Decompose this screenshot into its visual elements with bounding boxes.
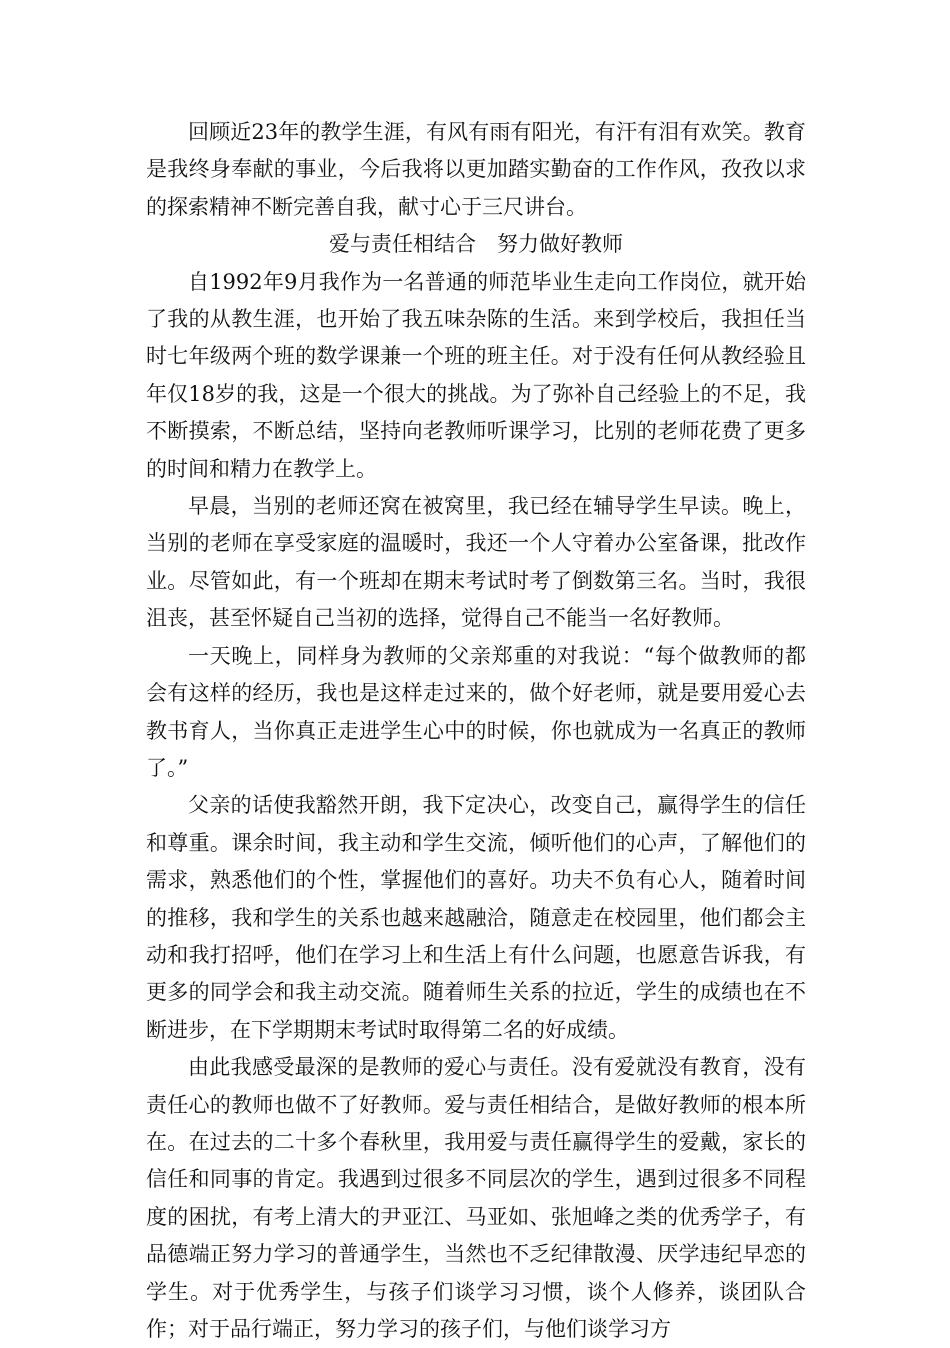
body-paragraph-4: 父亲的话使我豁然开朗，我下定决心，改变自己，赢得学生的信任和尊重。课余时间，我主动和学生交流，倾听他们的心声，了解他们的需求，熟悉他们的个性，掌握他们的喜好。功夫不负有心人，随着时间的推移，我和学生的关系也越来越融洽，随意走在校园里，他们都会主动和我打招呼，他们在学习上和生活上有什么问题，也愿意告诉我，有更多的同学会和我主动交流。随着师生关系的拉近，学生的成绩也在不断进步，在下学期期末考试时取得第二名的好成绩。 bbox=[146, 793, 806, 1042]
document-page bbox=[146, 114, 806, 1348]
intro-paragraph: 回顾近23年的教学生涯，有风有雨有阳光，有汗有泪有欢笑。教育是我终身奉献的事业，今后我将以更加踏实勤奋的工作作风，孜孜以求的探索精神不断完善自我，献寸心于三尺讲台。 bbox=[146, 120, 806, 219]
body-paragraph-1: 自1992年9月我作为一名普通的师范毕业生走向工作岗位，就开始了我的从教生涯，也开始了我五味杂陈的生活。来到学校后，我担任当时七年级两个班的数学课兼一个班的班主任。对于没有任何从教经验且年仅18岁的我，这是一个很大的挑战。为了弥补自己经验上的不足，我不断摸索，不断总结，坚持向老教师听课学习，比别的老师花费了更多的时间和精力在教学上。 bbox=[146, 269, 806, 481]
body-paragraph-2: 早晨，当别的老师还窝在被窝里，我已经在辅导学生早读。晚上，当别的老师在享受家庭的温暖时，我还一个人守着办公室备课，批改作业。尽管如此，有一个班却在期末考试时考了倒数第三名。当时，我很沮丧，甚至怀疑自己当初的选择，觉得自己不能当一名好教师。 bbox=[146, 494, 806, 631]
section-heading: 爱与责任相结合 努力做好教师 bbox=[329, 232, 623, 257]
body-paragraph-5: 由此我感受最深的是教师的爱心与责任。没有爱就没有教育，没有责任心的教师也做不了好教师。爱与责任相结合，是做好教师的根本所在。在过去的二十多个春秋里，我用爱与责任赢得学生的爱戴，家长的信任和同事的肯定。我遇到过很多不同层次的学生，遇到过很多不同程度的困扰，有考上清大的尹亚江、马亚如、张旭峰之类的优秀学子，有品德端正努力学习的普通学生，当然也不乏纪律散漫、厌学违纪早恋的学生。对于优秀学生，与孩子们谈学习习惯，谈个人修养，谈团队合作；对于品行端正，努力学习的孩子们，与他们谈学习方 bbox=[146, 1055, 806, 1341]
body-paragraph-3: 一天晚上，同样身为教师的父亲郑重的对我说：“每个做教师的都会有这样的经历，我也是这样走过来的，做个好老师，就是要用爱心去教书育人，当你真正走进学生心中的时候，你也就成为一名真正的教师了。” bbox=[146, 643, 806, 780]
